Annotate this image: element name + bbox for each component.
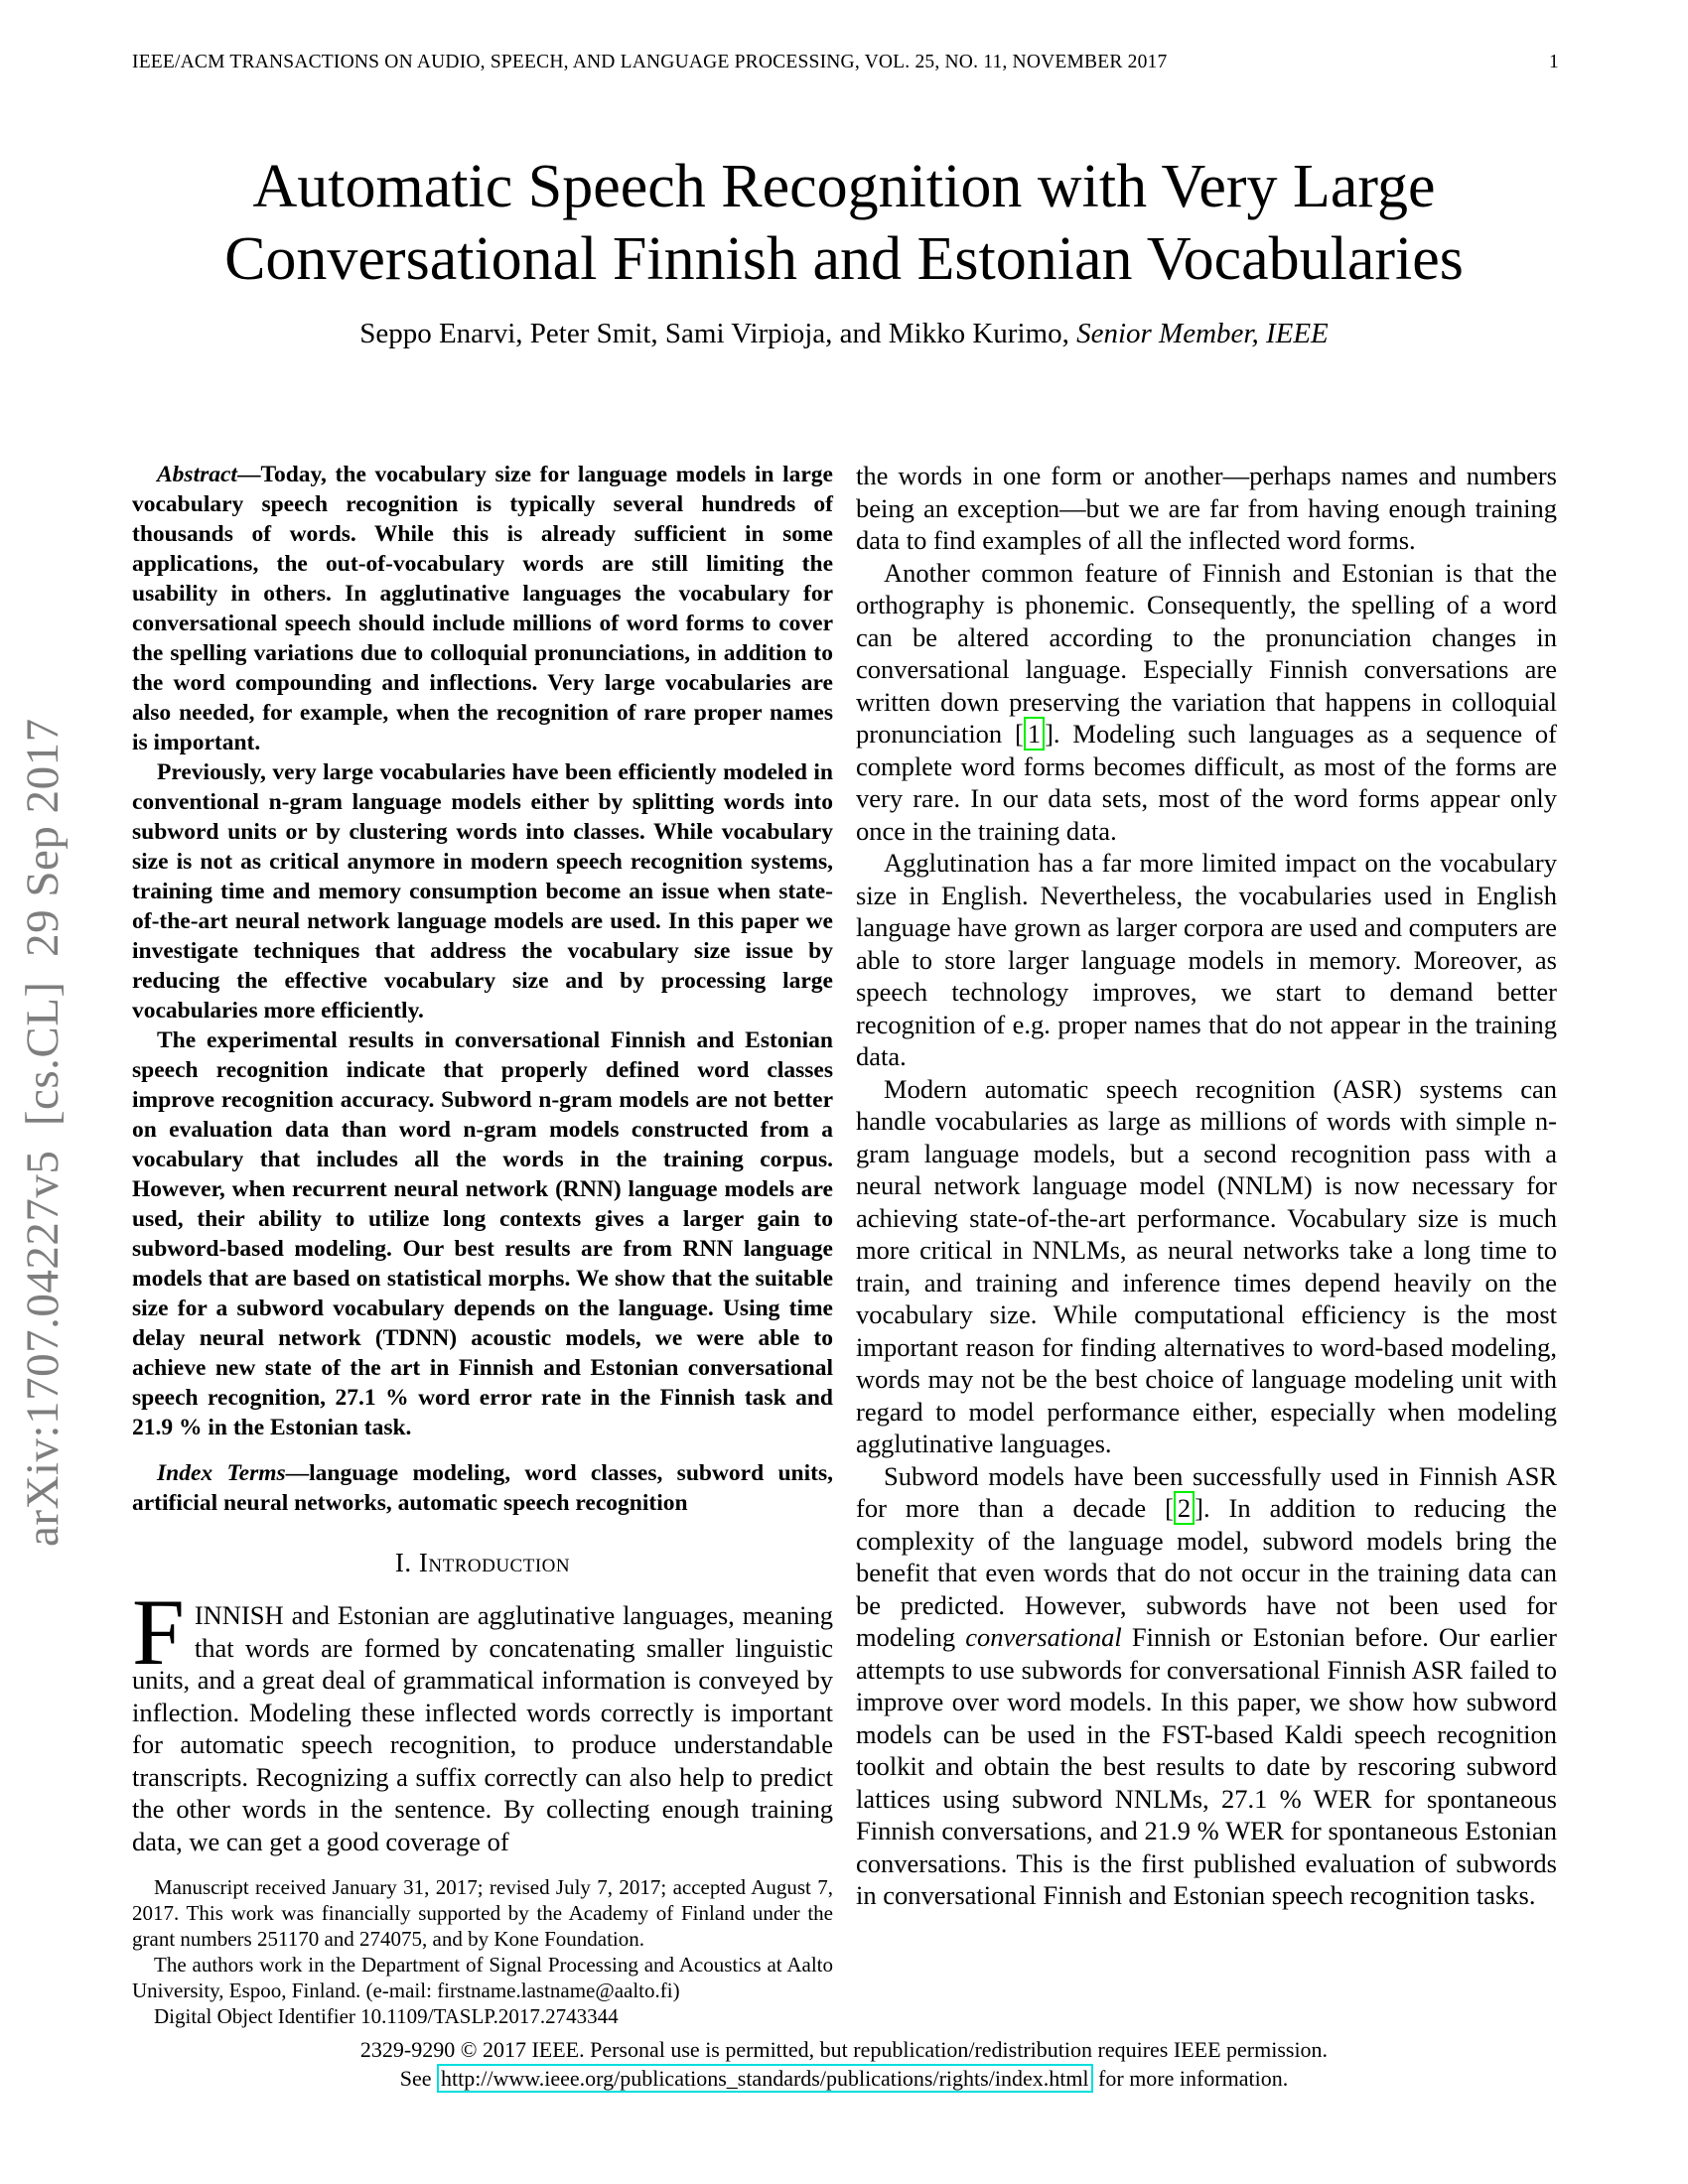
copyright-footer xyxy=(0,2035,1688,2093)
body-paragraph-2-post: ]. Modeling such languages as a sequence of complete word forms becomes difficult, as most of the forms are very rare. In our data sets, most of the word forms appear only once in the training data. xyxy=(856,719,1558,846)
index-terms-label: Index Terms xyxy=(157,1460,286,1486)
authors-line xyxy=(0,318,1688,350)
footer-line-1: 2329-9290 © 2017 IEEE. Personal use is permitted, but republication/redistribution requires IEEE permission. xyxy=(359,2037,1329,2062)
body-paragraph-5-mid: ]. In addition to reducing the complexity of the language model, subword models bring the benefit that even words that do not occur in the training data can be predicted. However, subwords have not been used for modeling xyxy=(856,1493,1557,1652)
author-names: Seppo Enarvi, Peter Smit, Sami Virpioja, and Mikko Kurimo, xyxy=(359,318,1077,349)
footnote-paragraph-2: The authors work in the Department of Signal Processing and Acoustics at Aalto University, Espoo, Finland. (e-mail: firstname.lastname@aalto.fi) xyxy=(132,1953,833,2002)
paper-title xyxy=(0,151,1688,296)
ieee-rights-url-link[interactable]: http://www.ieee.org/publications_standards/publications/rights/index.html xyxy=(437,2064,1093,2093)
index-terms-text: —language modeling, word classes, subword units, artificial neural networks, automatic speech recognition xyxy=(132,1460,833,1516)
dropcap-letter: F xyxy=(132,1579,185,1685)
page-number: 1 xyxy=(1549,52,1559,72)
body-paragraph-1: the words in one form or another—perhaps names and numbers being an exception—but we are far from having enough training data to find examples of all the inflected word forms. xyxy=(856,461,1557,555)
abstract-label: Abstract xyxy=(157,462,237,487)
body-paragraph-2 xyxy=(856,557,1557,848)
first-page-footnote xyxy=(132,1874,833,2029)
footer-line-2 xyxy=(0,2064,1688,2093)
right-column xyxy=(856,460,1557,1912)
paper-title-line-2: Conversational Finnish and Estonian Vocabularies xyxy=(224,225,1464,293)
abstract-paragraph-1 xyxy=(132,460,833,757)
footnote-paragraph-3: Digital Object Identifier 10.1109/TASLP.2017.2743344 xyxy=(154,2004,619,2028)
body-paragraph-3: Agglutination has a far more limited impact on the vocabulary size in English. Nevertheless, the vocabularies used in English language have grown as larger corpora are used and computers are able to store larger language models in memory. Moreover, as speech technology improves, we start to demand better recognition of e.g. proper names that do not appear in the training data. xyxy=(856,848,1557,1071)
abstract-paragraph-2: Previously, very large vocabularies have been efficiently modeled in conventional n-gram language models either by splitting words into subword units or by clustering words into classes. While vocabulary size is not as critical anymore in modern speech recognition systems, training time and memory consumption become an issue when state-of-the-art neural network language models are used. In this paper we investigate techniques that address the vocabulary size issue by reducing the effective vocabulary size and by processing large vocabularies more efficiently. xyxy=(132,759,833,1024)
paper-title-line-1: Automatic Speech Recognition with Very Large xyxy=(252,153,1436,220)
footer-line-2-post: for more information. xyxy=(1092,2066,1289,2091)
abstract-text-1: —Today, the vocabulary size for language models in large vocabulary speech recognition is typically several hundreds of thousands of words. While this is already sufficient in some applications, the out-of-vocabulary words are still limiting the usability in others. In agglutinative languages the vocabulary for conversational speech should include millions of word forms to cover the spelling variations due to colloquial pronunciations, in addition to the word compounding and inflections. Very large vocabularies are also needed, for example, when the recognition of rare proper names is important. xyxy=(132,462,833,755)
index-terms-section xyxy=(132,1458,833,1518)
italic-emphasis-conversational: conversational xyxy=(965,1622,1122,1652)
intro-paragraph-text: INNISH and Estonian are agglutinative languages, meaning that words are formed by concatenating smaller linguistic units, and a great deal of grammatical information is conveyed by inflection. Modeling these inflected words correctly is important for automatic speech recognition, to produce understandable transcripts. Recognizing a suffix correctly can also help to predict the other words in the sentence. By collecting enough training data, we can get a good coverage of xyxy=(132,1600,833,1856)
footer-line-2-pre: See xyxy=(399,2066,437,2091)
section-number: I. xyxy=(394,1548,412,1577)
arxiv-watermark: arXiv:1707.04227v5 [cs.CL] 29 Sep 2017 xyxy=(17,718,69,1547)
body-paragraph-5-pre: Subword models have been successfully used in Finnish ASR for more than a decade [ xyxy=(856,1460,1557,1523)
intro-paragraph xyxy=(132,1579,833,1857)
abstract-paragraph-3: The experimental results in conversational Finnish and Estonian speech recognition indicate that properly defined word classes improve recognition accuracy. Subword n-gram models are not better on evaluation data than word n-gram models constructed from a vocabulary that includes all the words in the training corpus. However, when recurrent neural network (RNN) language models are used, their ability to utilize long contexts gives a larger gain to subword-based modeling. Our best results are from RNN language models that are based on statistical morphs. We show that the suitable size for a subword vocabulary depends on the language. Using time delay neural network (TDNN) acoustic models, we were able to achieve new state of the art in Finnish and Estonian conversational speech recognition, 27.1 % word error rate in the Finnish task and 21.9 % in the Estonian task. xyxy=(132,1027,833,1440)
left-column xyxy=(132,460,833,1857)
citation-2-link[interactable]: 2 xyxy=(1174,1491,1195,1525)
body-paragraph-4: Modern automatic speech recognition (ASR) systems can handle vocabularies as large as millions of words with simple n-gram language models, but a second recognition pass with a neural network language model (NNLM) is now necessary for achieving state-of-the-art performance. Vocabulary size is much more critical in NNLMs, as neural networks take a long time to train, and training and inference times depend heavily on the vocabulary size. While computational efficiency is the most important reason for finding alternatives to word-based modeling, words may not be the best choice of language modeling unit with regard to model performance either, especially when modeling agglutinative languages. xyxy=(856,1073,1557,1458)
section-heading-introduction xyxy=(132,1548,833,1578)
journal-title: IEEE/ACM TRANSACTIONS ON AUDIO, SPEECH, AND LANGUAGE PROCESSING, VOL. 25, NO. 11, NOVEMBER 2017 xyxy=(132,52,1168,72)
body-paragraph-5-post: Finnish or Estonian before. Our earlier attempts to use subwords for conversational Finnish ASR failed to improve over word models. In this paper, we show how subword models can be used in the FST-based Kaldi speech recognition toolkit and obtain the best results to date by rescoring subword lattices using subword NNLMs, 27.1 % WER for spontaneous Finnish conversations, and 21.9 % WER for spontaneous Estonian conversations. This is the first published evaluation of subwords in conversational Finnish and Estonian speech recognition tasks. xyxy=(856,1622,1557,1910)
introduction-body xyxy=(132,1579,833,1857)
citation-1-link[interactable]: 1 xyxy=(1024,717,1045,751)
body-paragraph-2-pre: Another common feature of Finnish and Estonian is that the orthography is phonemic. Consequently, the spelling of a word can be altered according to the pronunciation changes in conversational language. Especially Finnish conversations are written down preserving the variation that happens in colloquial pronunciation [ xyxy=(856,557,1557,749)
index-terms-paragraph xyxy=(132,1458,833,1518)
running-header xyxy=(132,52,1559,73)
footnote-paragraph-1: Manuscript received January 31, 2017; revised July 7, 2017; accepted August 7, 2017. This work was financially supported by the Academy of Finland under the grant numbers 251170 and 274075, and by Kone Foundation. xyxy=(132,1875,833,1951)
abstract-section xyxy=(132,460,833,1442)
author-membership: Senior Member, IEEE xyxy=(1076,318,1329,349)
body-paragraph-5 xyxy=(856,1460,1557,1912)
section-title: Introduction xyxy=(418,1548,571,1577)
